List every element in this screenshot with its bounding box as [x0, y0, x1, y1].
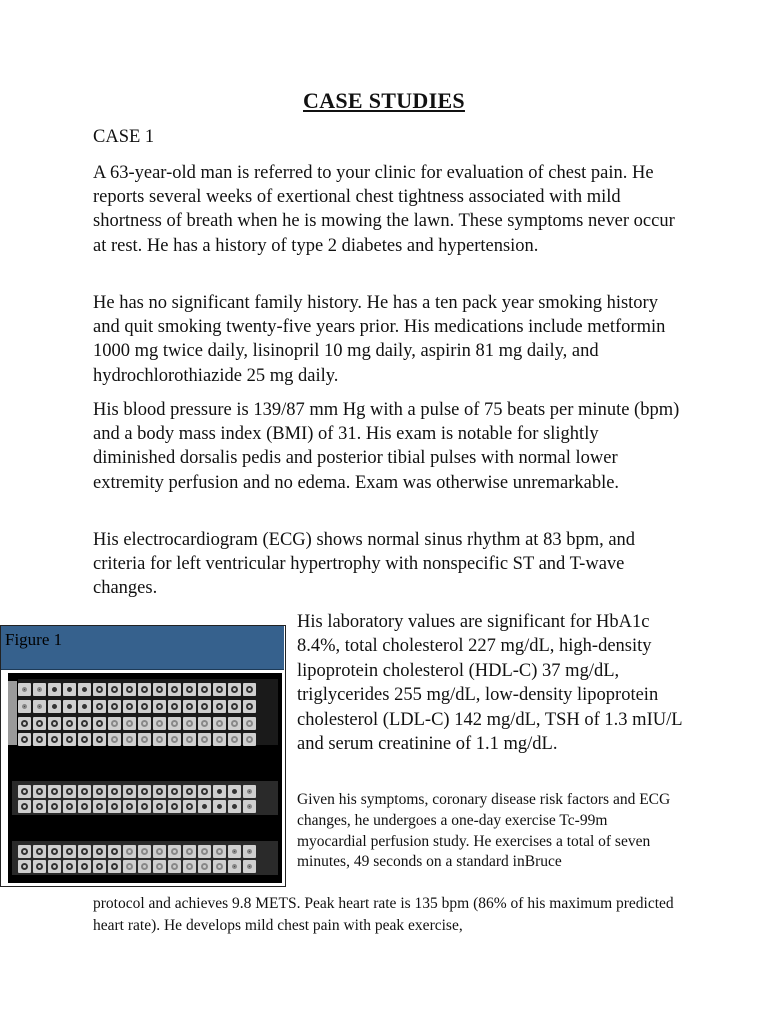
- scan-row: [18, 800, 256, 813]
- paragraph-medications: He has no significant family history. He has a ten pack year smoking history and quit smoking twenty-five years prior. His medications include metformin 1000 mg twice daily, lisinopril 10 mg daily, aspirin 81 mg daily, and hydrochlorothiazide 25 mg daily.: [93, 293, 666, 386]
- perfusion-study-line-1: Given his symptoms, coronary disease risk factors and ECG: [297, 791, 671, 808]
- perfusion-study-line-2: changes, he undergoes a one-day exercise Tc-99m myocardial perfusion study. He exercises a total of seven minutes, 49 seconds on a standard inBruce: [297, 811, 651, 871]
- figure-caption: Figure 1: [1, 626, 284, 670]
- scan-row: [18, 733, 256, 746]
- case-label: CASE 1: [93, 127, 155, 147]
- scan-row: [18, 785, 256, 798]
- paragraph-history: A 63-year-old man is referred to your clinic for evaluation of chest pain. He reports several weeks of exertional chest tightness associated with mild shortness of breath when he is mowing the lawn. These symptoms never occur at rest. He has a history of type 2 diabetes and hypertension.: [93, 163, 675, 256]
- scan-row: [18, 860, 256, 873]
- page-title: CASE STUDIES: [303, 88, 465, 113]
- paragraph-perfusion-study: [297, 790, 677, 873]
- scan-row: [18, 845, 256, 858]
- scan-sidebar: [8, 681, 17, 745]
- paragraph-ecg: His electrocardiogram (ECG) shows normal sinus rhythm at 83 bpm, and criteria for left ventricular hypertrophy with nonspecific ST and T-wave changes.: [93, 530, 636, 599]
- scan-row: [18, 700, 256, 713]
- paragraph-exercise-results: protocol and achieves 9.8 METS. Peak heart rate is 135 bpm (86% of his maximum predicted heart rate). He develops mild chest pain with peak exercise,: [93, 895, 674, 934]
- paragraph-labs: His laboratory values are significant for HbA1c 8.4%, total cholesterol 227 mg/dL, high-density lipoprotein cholesterol (HDL-C) 37 mg/dL, triglycerides 255 mg/dL, low-density lipoprotein cholesterol (LDL-C) 142 mg/dL, TSH of 1.3 mIU/L and serum creatinine of 1.1 mg/dL.: [297, 612, 682, 755]
- perfusion-scan-image: [8, 673, 282, 883]
- figure-1: [0, 625, 286, 887]
- scan-row: [18, 683, 256, 696]
- scan-row: [18, 717, 256, 730]
- paragraph-exam: His blood pressure is 139/87 mm Hg with a pulse of 75 beats per minute (bpm) and a body mass index (BMI) of 31. His exam is notable for slightly diminished dorsalis pedis and posterior tibial pulses with normal lower extremity perfusion and no edema. Exam was otherwise unremarkable.: [93, 400, 680, 493]
